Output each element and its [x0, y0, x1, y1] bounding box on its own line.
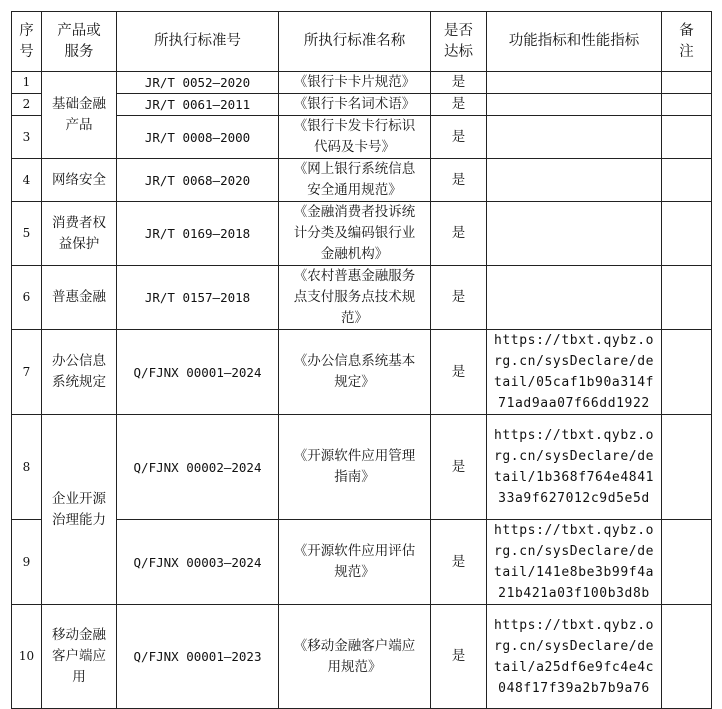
table-row [12, 94, 712, 116]
product-cell: 办公信息系统规定 [42, 330, 117, 415]
function-cell: https://tbxt.qybz.org.cn/sysDeclare/detail/1b368f764e484133a9f627012c9d5e5d [487, 415, 662, 520]
std-no-cell: Q/FJNX 00003—2024 [117, 520, 279, 605]
meets-cell: 是 [431, 520, 487, 605]
meets-cell: 是 [431, 266, 487, 330]
meets-cell: 是 [431, 94, 487, 116]
seq-cell: 2 [12, 94, 42, 116]
function-cell: https://tbxt.qybz.org.cn/sysDeclare/detail/a25df6e9fc4e4c048f17f39a2b7b9a76 [487, 605, 662, 709]
std-no-cell: Q/FJNX 00001—2024 [117, 330, 279, 415]
std-no-cell: Q/FJNX 00002—2024 [117, 415, 279, 520]
product-cell: 移动金融客户端应用 [42, 605, 117, 709]
std-name-cell: 《网上银行系统信息安全通用规范》 [279, 159, 431, 202]
table-row [12, 266, 712, 330]
table-row [12, 415, 712, 520]
table-row [12, 159, 712, 202]
function-cell [487, 202, 662, 266]
seq-cell: 1 [12, 72, 42, 94]
table-row [12, 605, 712, 709]
remarks-cell [662, 202, 712, 266]
product-cell: 网络安全 [42, 159, 117, 202]
seq-cell: 4 [12, 159, 42, 202]
table-row [12, 520, 712, 605]
meets-cell: 是 [431, 202, 487, 266]
seq-cell: 5 [12, 202, 42, 266]
function-cell [487, 159, 662, 202]
function-cell: https://tbxt.qybz.org.cn/sysDeclare/detail/05caf1b90a314f71ad9aa07f66dd1922 [487, 330, 662, 415]
std-name-cell: 《开源软件应用评估规范》 [279, 520, 431, 605]
std-name-cell: 《移动金融客户端应用规范》 [279, 605, 431, 709]
function-cell [487, 72, 662, 94]
remarks-cell [662, 72, 712, 94]
std-no-cell: JR/T 0052—2020 [117, 72, 279, 94]
std-no-cell: JR/T 0061—2011 [117, 94, 279, 116]
remarks-cell [662, 520, 712, 605]
seq-cell: 7 [12, 330, 42, 415]
standards-table [11, 11, 712, 709]
std-name-cell: 《金融消费者投诉统计分类及编码银行业金融机构》 [279, 202, 431, 266]
std-name-cell: 《开源软件应用管理指南》 [279, 415, 431, 520]
table-row [12, 116, 712, 159]
meets-cell: 是 [431, 605, 487, 709]
meets-cell: 是 [431, 72, 487, 94]
std-name-cell: 《银行卡卡片规范》 [279, 72, 431, 94]
seq-cell: 3 [12, 116, 42, 159]
std-no-cell: Q/FJNX 00001—2023 [117, 605, 279, 709]
header-std-name: 所执行标准名称 [279, 12, 431, 72]
meets-cell: 是 [431, 415, 487, 520]
std-name-cell: 《农村普惠金融服务点支付服务点技术规范》 [279, 266, 431, 330]
remarks-cell [662, 94, 712, 116]
seq-cell: 9 [12, 520, 42, 605]
std-name-cell: 《办公信息系统基本规定》 [279, 330, 431, 415]
function-cell [487, 116, 662, 159]
meets-cell: 是 [431, 116, 487, 159]
std-no-cell: JR/T 0169—2018 [117, 202, 279, 266]
header-product: 产品或服务 [42, 12, 117, 72]
table-row [12, 72, 712, 94]
meets-cell: 是 [431, 159, 487, 202]
header-seq: 序号 [12, 12, 42, 72]
product-cell: 企业开源治理能力 [42, 415, 117, 605]
table-row [12, 330, 712, 415]
function-cell: https://tbxt.qybz.org.cn/sysDeclare/detail/141e8be3b99f4a21b421a03f100b3d8b [487, 520, 662, 605]
table-row [12, 202, 712, 266]
header-function: 功能指标和性能指标 [487, 12, 662, 72]
product-cell: 普惠金融 [42, 266, 117, 330]
std-no-cell: JR/T 0068—2020 [117, 159, 279, 202]
header-std-no: 所执行标准号 [117, 12, 279, 72]
product-cell: 基础金融产品 [42, 72, 117, 159]
header-meets: 是否达标 [431, 12, 487, 72]
header-remarks: 备注 [662, 12, 712, 72]
std-name-cell: 《银行卡名词术语》 [279, 94, 431, 116]
seq-cell: 6 [12, 266, 42, 330]
std-no-cell: JR/T 0008—2000 [117, 116, 279, 159]
remarks-cell [662, 159, 712, 202]
remarks-cell [662, 605, 712, 709]
std-no-cell: JR/T 0157—2018 [117, 266, 279, 330]
meets-cell: 是 [431, 330, 487, 415]
product-cell: 消费者权益保护 [42, 202, 117, 266]
seq-cell: 8 [12, 415, 42, 520]
seq-cell: 10 [12, 605, 42, 709]
std-name-cell: 《银行卡发卡行标识代码及卡号》 [279, 116, 431, 159]
remarks-cell [662, 415, 712, 520]
header-row [12, 12, 712, 72]
function-cell [487, 266, 662, 330]
remarks-cell [662, 330, 712, 415]
remarks-cell [662, 116, 712, 159]
function-cell [487, 94, 662, 116]
remarks-cell [662, 266, 712, 330]
